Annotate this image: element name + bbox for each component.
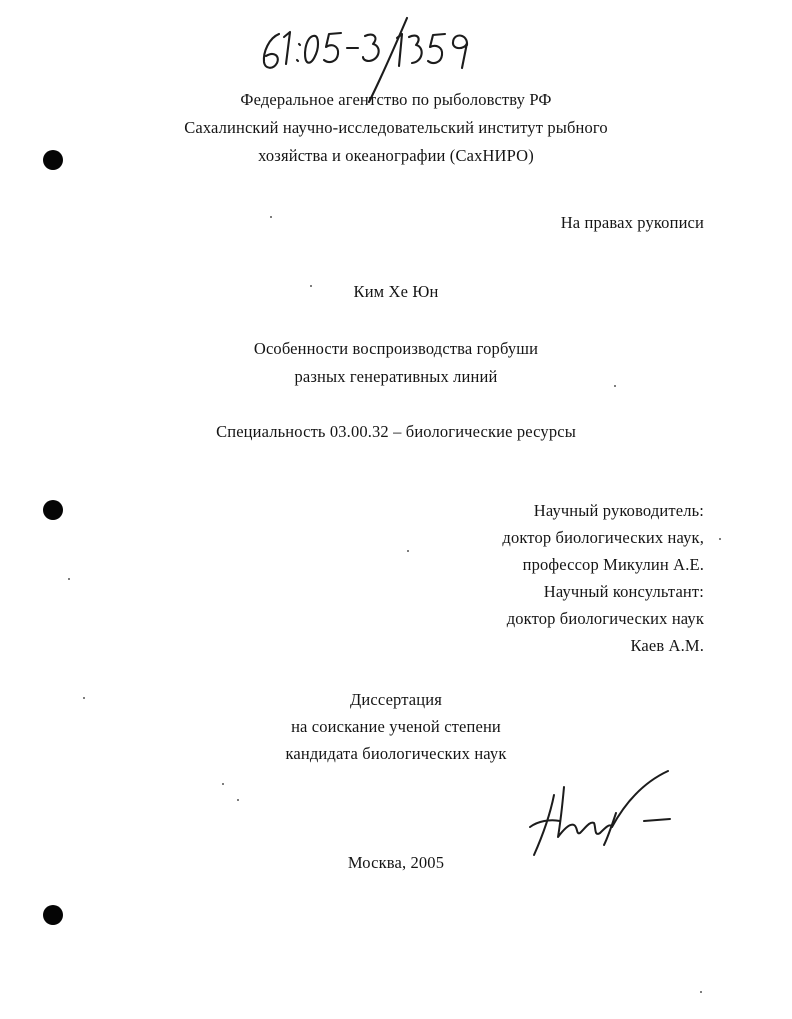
punch-hole-bottom — [43, 905, 63, 925]
scan-speck — [310, 285, 312, 287]
specialty: Специальность 03.00.32 – биологические ресурсы — [216, 422, 576, 441]
scan-speck — [700, 991, 702, 993]
dissertation-line: кандидата биологических наук — [285, 744, 507, 763]
scan-speck — [222, 783, 224, 785]
thesis-title-line-2: разных генеративных линий — [294, 367, 498, 386]
institute-name-line-2: хозяйства и океанографии (СахНИРО) — [258, 146, 534, 165]
advisor-line: Научный руководитель: — [533, 501, 704, 520]
author-name: Ким Хе Юн — [353, 282, 439, 301]
scan-speck — [237, 799, 239, 801]
advisor-line: профессор Микулин А.Е. — [522, 555, 704, 574]
dissertation-line: на соискание ученой степени — [291, 717, 501, 736]
dissertation-line: Диссертация — [350, 690, 442, 709]
agency-name: Федеральное агентство по рыболовству РФ — [240, 90, 552, 109]
institute-name-line-1: Сахалинский научно-исследовательский институт рыбного — [184, 118, 608, 137]
scan-speck — [270, 216, 272, 218]
advisor-line: Каев А.М. — [630, 636, 704, 655]
advisor-line: доктор биологических наук, — [502, 528, 704, 547]
city-and-year: Москва, 2005 — [347, 853, 445, 872]
advisor-line: доктор биологических наук — [506, 609, 704, 628]
handwritten-signature — [520, 765, 680, 860]
advisor-line: Научный консультант: — [543, 582, 704, 601]
thesis-title-line-1: Особенности воспроизводства горбуши — [253, 339, 539, 358]
scan-speck — [83, 697, 85, 699]
scan-speck — [614, 385, 616, 387]
scan-speck — [719, 538, 721, 540]
rights-note: На правах рукописи — [560, 213, 704, 232]
scan-speck — [407, 550, 409, 552]
scan-speck — [68, 578, 70, 580]
punch-hole-middle — [43, 500, 63, 520]
